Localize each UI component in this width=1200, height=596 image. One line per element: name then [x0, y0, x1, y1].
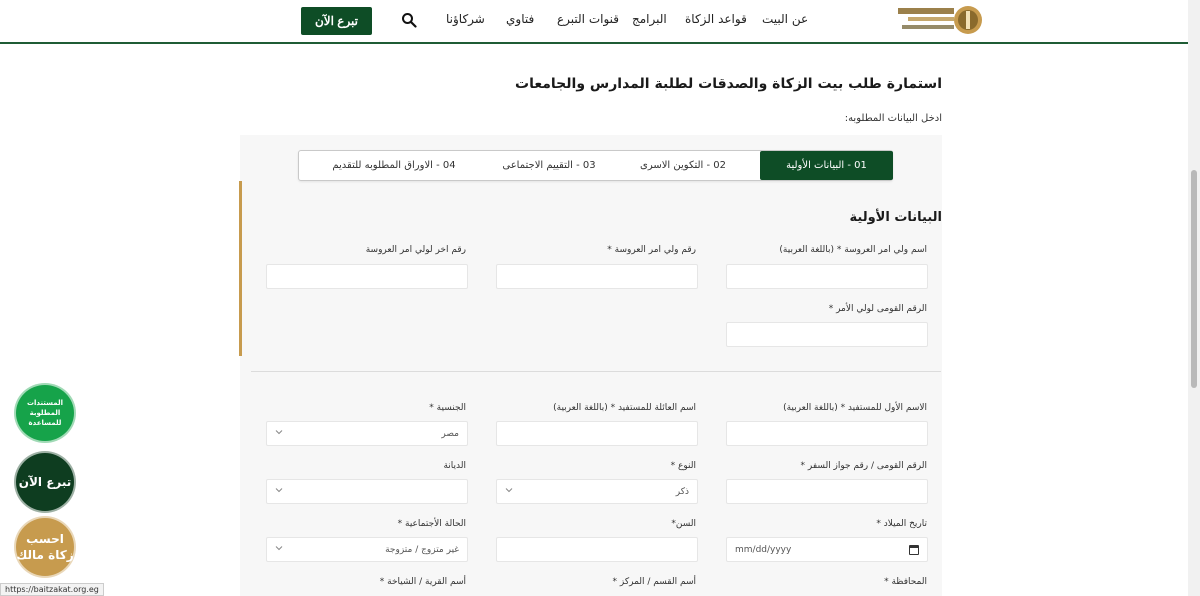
- nav-programs[interactable]: البرامج: [632, 12, 667, 26]
- nav-partners[interactable]: شركاؤنا: [446, 12, 485, 26]
- id-passport-input[interactable]: [726, 479, 928, 504]
- floating-donate-button[interactable]: [14, 451, 76, 513]
- guardian-name-input[interactable]: [726, 264, 928, 289]
- birth-date-label: تاريخ الميلاد *: [876, 519, 927, 529]
- family-name-input[interactable]: [496, 421, 698, 446]
- form-stepper: [298, 150, 893, 181]
- nationality-label: الجنسية *: [429, 403, 466, 413]
- section-title: البيانات الأولية: [849, 210, 942, 225]
- site-logo[interactable]: [894, 2, 984, 38]
- nav-about[interactable]: عن البيت: [762, 12, 809, 26]
- guardian-phone-label: رقم ولي امر العروسة *: [607, 245, 696, 255]
- form-panel: [240, 135, 942, 596]
- guardian-national-id-label: الرقم القومى لولي الأمر *: [828, 304, 927, 314]
- guardian-alt-phone-label: رقم اخر لولي امر العروسة: [365, 245, 466, 255]
- religion-select[interactable]: [266, 479, 468, 504]
- gender-select[interactable]: ذكر: [496, 479, 698, 504]
- search-icon[interactable]: [401, 12, 417, 28]
- status-bar-url: https://baitzakat.org.eg: [0, 583, 104, 596]
- nav-zakat-rules[interactable]: قواعد الزكاة: [685, 12, 747, 26]
- floating-donate-label: تبرع الآن: [18, 475, 72, 489]
- guardian-name-label: اسم ولي امر العروسة * (باللغة العربية): [779, 245, 927, 255]
- governorate-label: المحافظة *: [884, 577, 927, 587]
- chevron-down-icon: [505, 486, 513, 494]
- age-label: السن*: [671, 519, 696, 529]
- nationality-select[interactable]: مصر: [266, 421, 468, 446]
- section-divider: [251, 371, 941, 372]
- birth-date-input[interactable]: mm/dd/yyyy: [726, 537, 928, 562]
- scrollbar-thumb[interactable]: [1191, 170, 1197, 388]
- first-name-label: الاسم الأول للمستفيد * (باللغة العربية): [783, 403, 927, 413]
- zakat-calculator-label: احسب زكاة مالك: [16, 532, 74, 562]
- donate-now-button[interactable]: تبرع الآن: [301, 7, 372, 35]
- age-input[interactable]: [496, 537, 698, 562]
- required-documents-label: المستندات المطلوبة للمساعدة: [26, 399, 64, 427]
- site-header: [0, 0, 1188, 44]
- zakat-calculator-button[interactable]: [14, 516, 76, 578]
- village-label: أسم القرية / الشياخة *: [379, 577, 466, 587]
- guardian-alt-phone-input[interactable]: [266, 264, 468, 289]
- marital-status-select[interactable]: غير متزوج / متزوجة: [266, 537, 468, 562]
- district-label: أسم القسم / المركز *: [612, 577, 696, 587]
- required-documents-button[interactable]: [14, 383, 76, 443]
- nav-fatwas[interactable]: فتاوي: [506, 12, 535, 26]
- step-family[interactable]: 02 - التكوين الاسرى: [640, 160, 727, 171]
- id-passport-label: الرقم القومى / رقم جواز السفر *: [800, 461, 927, 471]
- guardian-phone-input[interactable]: [496, 264, 698, 289]
- religion-label: الديانة: [443, 461, 466, 471]
- page-subtitle: ادخل البيانات المطلوبه:: [844, 113, 942, 124]
- gender-label: النوع *: [670, 461, 696, 471]
- chevron-down-icon: [275, 544, 283, 552]
- step-required-documents[interactable]: 04 - الاوراق المطلوبه للتقديم: [332, 160, 456, 171]
- step-social-evaluation[interactable]: 03 - التقييم الاجتماعى: [502, 160, 596, 171]
- marital-status-label: الحالة الأجتماعية *: [397, 519, 466, 529]
- chevron-down-icon: [275, 428, 283, 436]
- page-title: استمارة طلب بيت الزكاة والصدقات لطلبة المدارس والجامعات: [515, 76, 942, 92]
- guardian-national-id-input[interactable]: [726, 322, 928, 347]
- calendar-icon[interactable]: [909, 545, 919, 555]
- section-accent-bar: [239, 181, 242, 356]
- step-basic-data[interactable]: 01 - البيانات الأولية: [760, 151, 893, 180]
- nav-donation-channels[interactable]: قنوات التبرع: [557, 12, 620, 26]
- first-name-input[interactable]: [726, 421, 928, 446]
- family-name-label: اسم العائلة للمستفيد * (باللغة العربية): [553, 403, 696, 413]
- chevron-down-icon: [275, 486, 283, 494]
